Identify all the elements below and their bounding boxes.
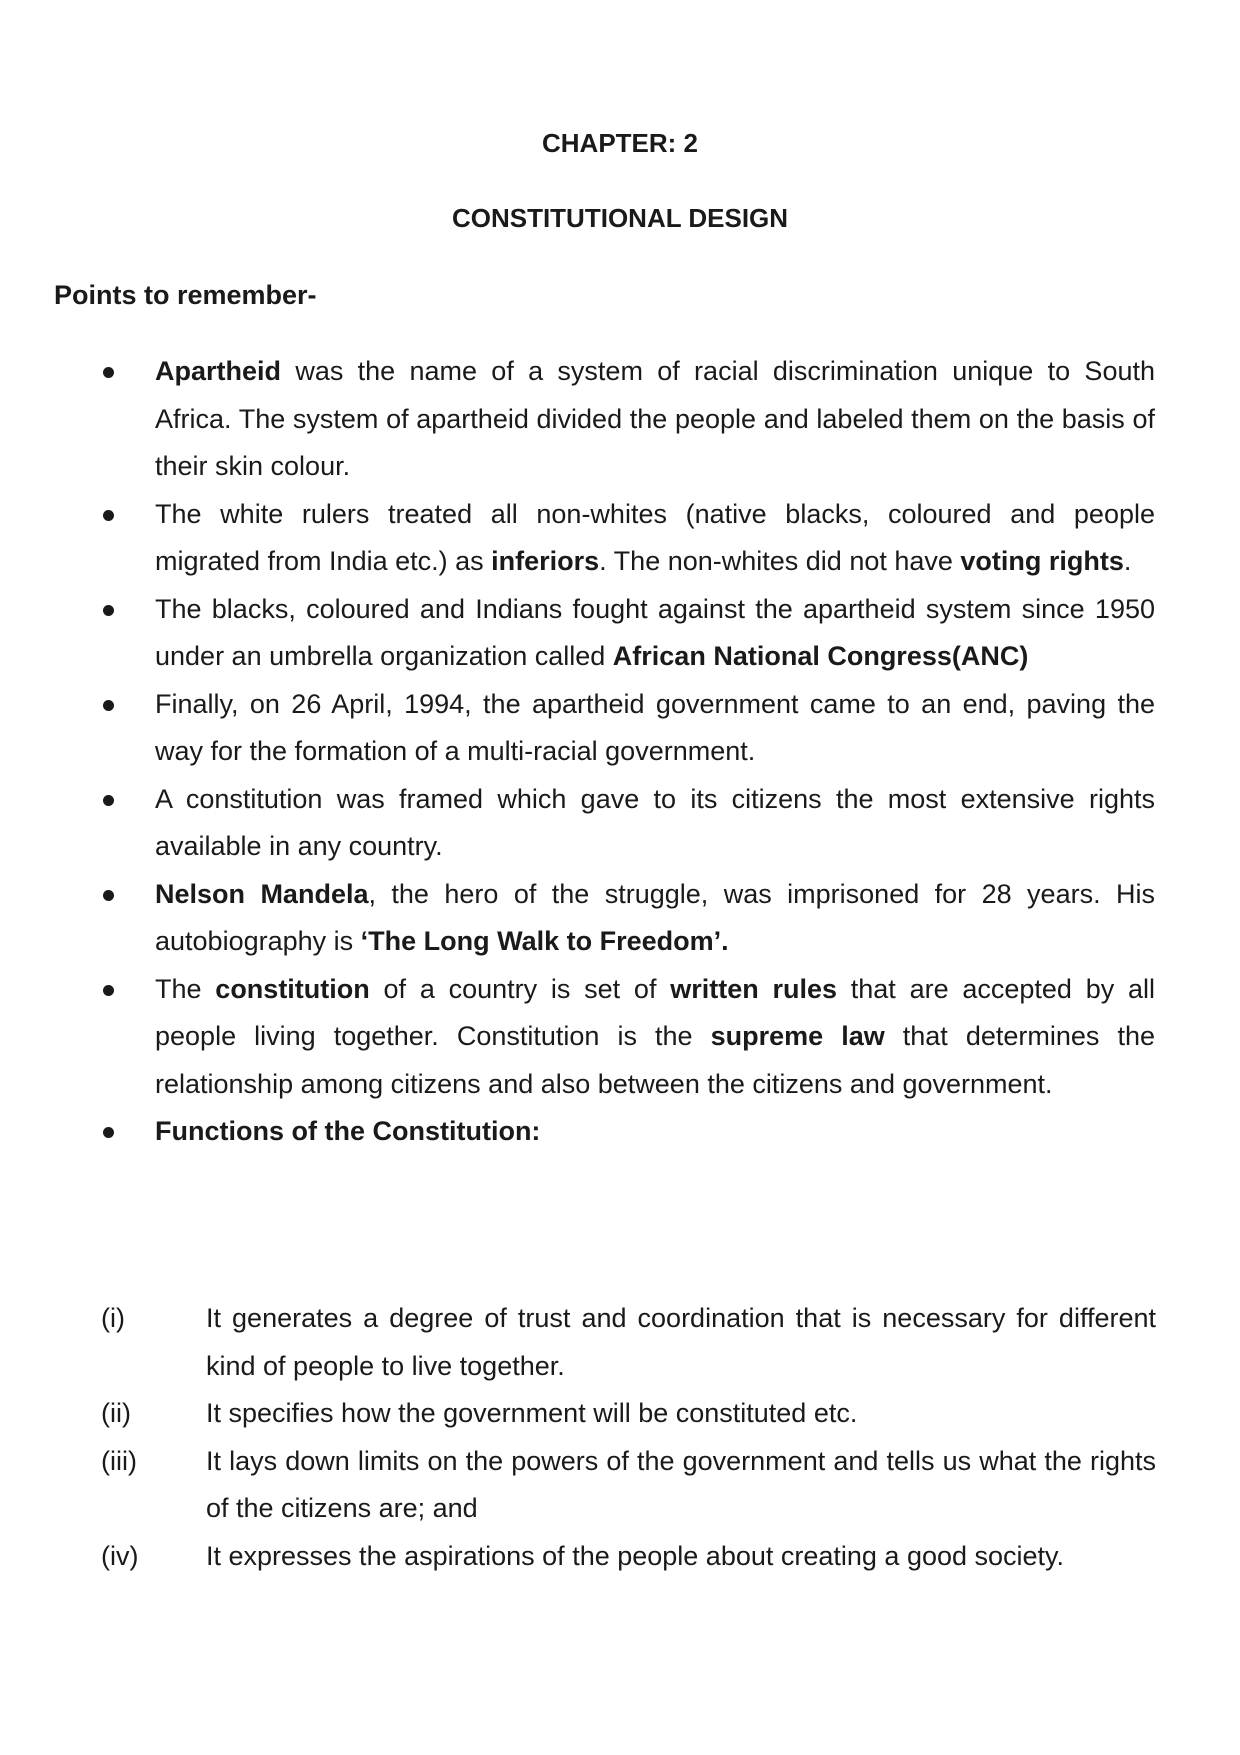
bullet-icon [103,510,114,521]
bullet-text: A constitution was framed which gave to its citizens the most extensive rights available in any country. [155,783,1155,861]
list-item [0,1295,1156,1390]
item-number: (i) [101,1303,125,1333]
bold-term: Apartheid [155,356,282,386]
bullet-text: Finally, on 26 April, 1994, the apartheid government came to an end, paving the way for the formation of a multi-racial government. [155,688,1155,766]
bullet-icon [103,1127,114,1138]
bold-term: ‘The Long Walk to Freedom’. [360,926,729,956]
item-number: (iii) [101,1445,137,1476]
bullet-text: was the name of a system of racial discrimination unique to South Africa. The system of apartheid divided the people and labeled them on the basis of their skin colour. [155,356,1155,481]
item-text: It specifies how the government will be constituted etc. [206,1398,858,1428]
bullet-text: The white rulers treated all non-whites (native blacks, coloured and people migrated from India etc.) as [155,498,1155,576]
points-heading: Points to remember- [54,280,317,310]
bold-term: African National Congress(ANC) [612,641,1029,671]
bullet-icon [103,367,114,378]
bold-term: Nelson Mandela [155,878,369,909]
item-text: It expresses the aspirations of the people about creating a good society. [206,1540,1065,1571]
bold-term: constitution [215,973,370,1004]
bullet-text: . [1123,546,1132,576]
list-item [0,586,1155,681]
item-text: It generates a degree of trust and coordination that is necessary for different kind of people to live together. [206,1303,1156,1381]
item-number: (ii) [101,1398,131,1428]
bullet-text: that are accepted by all people living together. Constitution is the [155,973,1155,1051]
bullet-icon [103,605,114,616]
bullet-icon [103,890,114,901]
bullet-text: that determines the relationship among citizens and also between the citizens and government. [155,1021,1155,1099]
page-title: CONSTITUTIONAL DESIGN [451,203,789,233]
list-item [0,1108,1155,1156]
list-item [0,1390,1156,1438]
item-text: It lays down limits on the powers of the government and tells us what the rights of the citizens are; and [206,1445,1156,1523]
bullet-icon [103,795,114,806]
bullet-text: The [155,973,216,1004]
list-item [0,491,1155,586]
functions-list [0,1295,1240,1580]
chapter-heading: CHAPTER: 2 [541,128,698,158]
list-item [0,681,1155,776]
bullet-text: , the hero of the struggle, was imprisoned for 28 years. His autobiography is [155,878,1156,956]
points-list [0,348,1240,1156]
bullet-text: of a country is set of [369,973,671,1004]
list-item [0,1533,1156,1581]
functions-heading: Functions of the Constitution: [155,1116,541,1146]
bullet-text: . The non-whites did not have [599,546,961,576]
item-number: (iv) [101,1540,139,1571]
bullet-icon [103,985,114,996]
list-item [0,871,1155,966]
bold-term: inferiors [491,546,600,576]
bullet-icon [103,700,114,711]
list-item [0,966,1155,1109]
list-item [0,348,1155,491]
list-item [0,1438,1156,1533]
bold-term: voting rights [960,546,1124,576]
bullet-text: The blacks, coloured and Indians fought against the apartheid system since 1950 under an umbrella organization called [155,593,1155,671]
bold-term: written rules [670,973,838,1004]
list-item [0,776,1155,871]
bold-term: supreme law [710,1021,885,1051]
